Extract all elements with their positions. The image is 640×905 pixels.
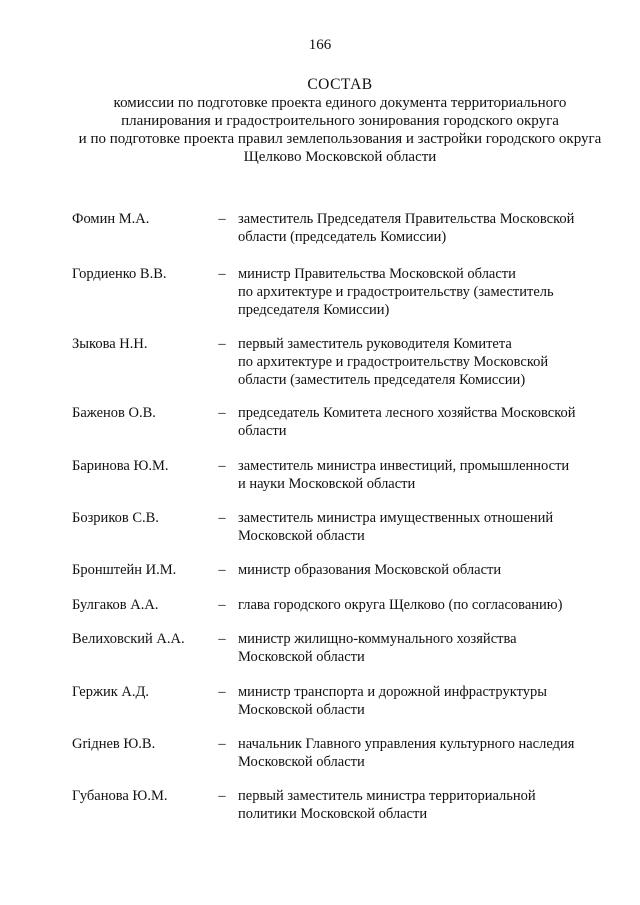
member-role: первый заместитель руководителя Комитета по архитектуре и градостроительству Московской области (заместитель председателя Комиссии) [238, 336, 549, 388]
member-name: Фомин М.А. [72, 211, 150, 227]
member-role: министр образования Московской области [238, 562, 502, 578]
member-name: Булгаков А.А. [72, 597, 159, 613]
member-role: заместитель министра имущественных отношений Московской области [238, 510, 554, 544]
member-role: начальник Главного управления культурного наследия Московской области [238, 736, 575, 770]
member-dash: – [218, 266, 226, 282]
member-role: заместитель Председателя Правительства Московской области (председатель Комиссии) [238, 211, 575, 245]
member-dash: – [218, 510, 226, 526]
member-name: Бронштейн И.М. [72, 562, 177, 578]
subtitle-line: Щелково Московской области [243, 149, 437, 165]
member-dash: – [218, 597, 226, 613]
member-dash: – [218, 336, 226, 352]
member-dash: – [218, 631, 226, 647]
member-name: Баринова Ю.М. [72, 458, 169, 474]
document-title: СОСТАВ [307, 76, 373, 93]
member-name: Griднев Ю.В. [72, 736, 156, 752]
member-dash: – [218, 562, 226, 578]
member-name: Гордиенко В.В. [72, 266, 167, 282]
member-role: глава городского округа Щелково (по согласованию) [238, 597, 563, 613]
member-name: Губанова Ю.М. [72, 788, 168, 804]
member-role: председатель Комитета лесного хозяйства Московской области [238, 405, 576, 439]
member-name: Гержик А.Д. [72, 684, 150, 700]
member-name: Баженов О.В. [72, 405, 156, 421]
subtitle-line: комиссии по подготовке проекта единого документа территориального [113, 95, 567, 111]
member-role: министр Правительства Московской области по архитектуре и градостроительству (заместитель председателя Комиссии) [238, 266, 554, 318]
member-dash: – [218, 405, 226, 421]
member-dash: – [218, 788, 226, 804]
member-name: Бозриков С.В. [72, 510, 159, 526]
subtitle-line: и по подготовке проекта правил землепользования и застройки городского округа [78, 131, 602, 147]
member-dash: – [218, 211, 226, 227]
page-number: 166 [308, 37, 332, 53]
member-role: заместитель министра инвестиций, промышленности и науки Московской области [238, 458, 570, 492]
member-name: Велиховский А.А. [72, 631, 185, 647]
member-dash: – [218, 458, 226, 474]
member-dash: – [218, 736, 226, 752]
member-dash: – [218, 684, 226, 700]
subtitle-line: планирования и градостроительного зонирования городского округа [121, 113, 559, 129]
member-role: министр жилищно-коммунального хозяйства Московской области [238, 631, 517, 665]
member-name: Зыкова Н.Н. [72, 336, 148, 352]
member-role: первый заместитель министра территориальной политики Московской области [238, 788, 536, 822]
member-role: министр транспорта и дорожной инфраструктуры Московской области [238, 684, 547, 718]
